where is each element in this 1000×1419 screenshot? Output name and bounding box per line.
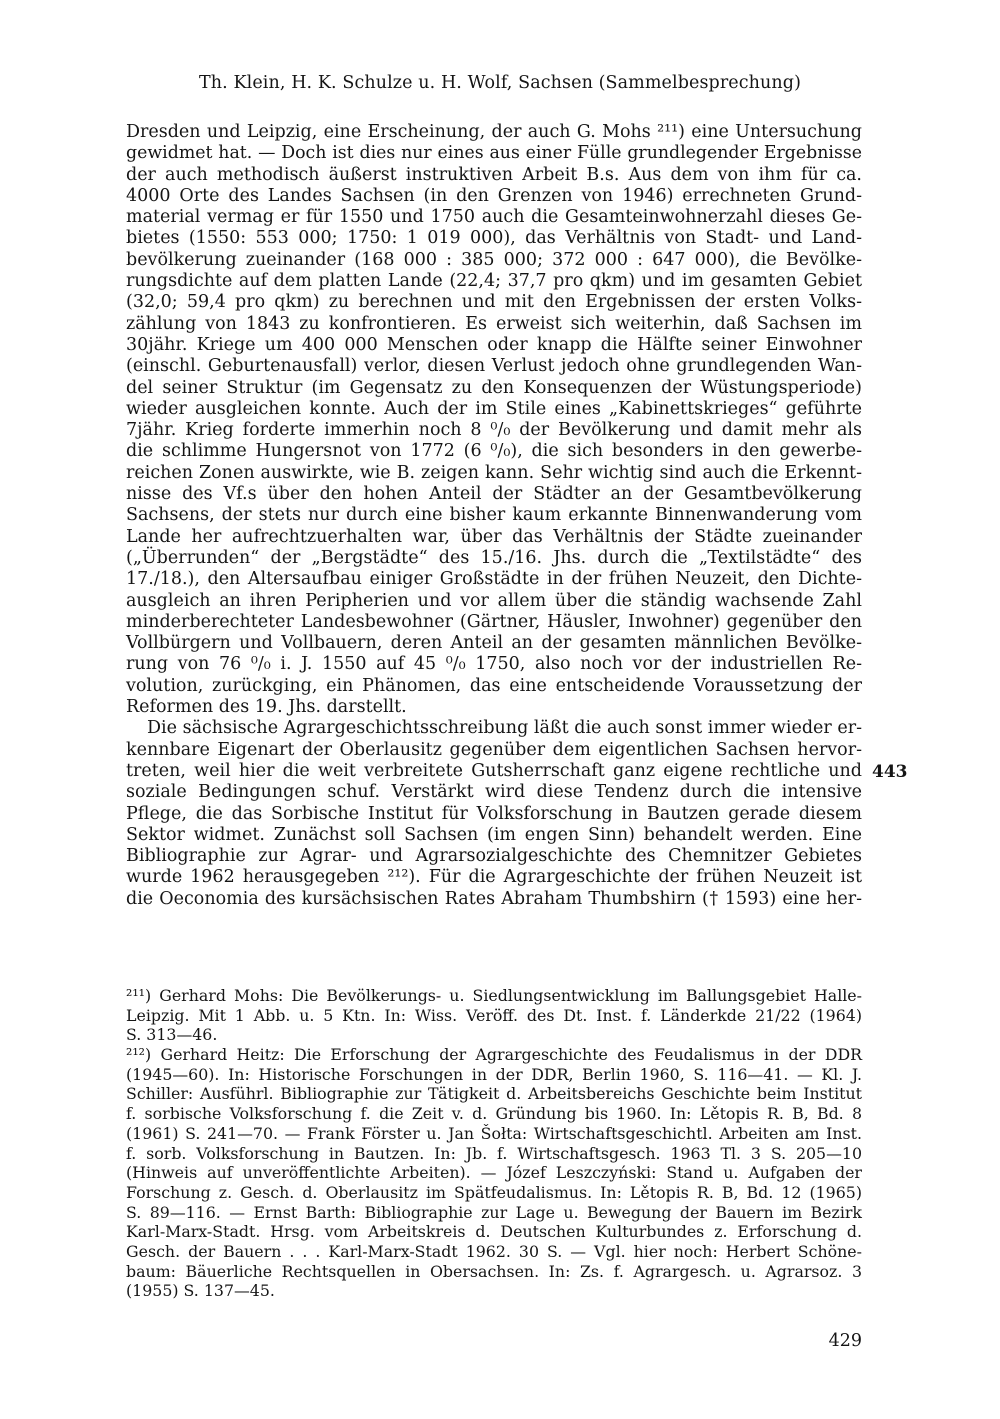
page-number: 429: [828, 1331, 862, 1351]
footnote-line: Karl-Marx-Stadt. Hrsg. vom Arbeitskreis d. Deutschen Kulturbundes z. Erforschung d.: [126, 1222, 862, 1242]
footnote-line: (1955) S. 137—45.: [126, 1281, 275, 1301]
footnotes: [126, 986, 862, 1301]
text-line: Bibliographie zur Agrar- und Agrarsozialgeschichte des Chemnitzer Gebietes: [126, 846, 862, 867]
footnote-line: S. 313—46.: [126, 1025, 218, 1045]
text-line: 17./18.), den Altersaufbau einiger Großstädte in der frühen Neuzeit, den Dichte-: [126, 569, 862, 590]
text-line: 30jähr. Kriege um 400 000 Menschen oder knapp die Hälfte seiner Einwohner: [126, 334, 862, 355]
text-line: kennbare Eigenart der Oberlausitz gegenüber dem eigentlichen Sachsen hervor-: [126, 739, 862, 760]
text-line: rungsdichte auf dem platten Lande (22,4; 37,7 pro qkm) und im gesamten Gebiet: [126, 271, 862, 292]
main-text: [126, 122, 862, 910]
footnote-line: Gesch. der Bauern . . . Karl-Marx-Stadt 1962. 30 S. — Vgl. hier noch: Herbert Schöne-: [126, 1241, 862, 1261]
text-line: nisse des Vf.s über den hohen Anteil der Städter an der Gesamtbevölkerung: [126, 484, 862, 505]
footnote-line: f. sorbische Volksforschung f. die Zeit v. d. Gründung bis 1960. In: Lětopis R. B, Bd. 8: [126, 1104, 862, 1124]
running-head: Th. Klein, H. K. Schulze u. H. Wolf, Sachsen (Sammelbesprechung): [199, 73, 801, 93]
text-line: Sektor widmet. Zunächst soll Sachsen (im engen Sinn) behandelt werden. Eine: [126, 824, 862, 845]
text-line: die schlimme Hungersnot von 1772 (6 ⁰/₀), die sich besonders in den gewerbe-: [126, 441, 862, 462]
text-line: bietes (1550: 553 000; 1750: 1 019 000), das Verhältnis von Stadt- und Land-: [126, 228, 862, 249]
text-line: Vollbürgern und Vollbauern, deren Anteil an der gesamten männlichen Bevölke-: [126, 633, 862, 654]
text-line: soziale Bedingungen schuf. Verstärkt wird diese Tendenz durch die intensive: [126, 782, 862, 803]
text-line: wieder ausgleichen konnte. Auch der im Stile eines „Kabinettskrieges“ geführte: [126, 398, 862, 419]
text-line: Sachsens, der stets nur durch eine bisher kaum erkannte Binnenwanderung vom: [126, 505, 862, 526]
text-line: („Überrunden“ der „Bergstädte“ des 15./16. Jhs. durch die „Textilstädte“ des: [126, 547, 862, 568]
text-line: bevölkerung zueinander (168 000 : 385 000; 372 000 : 647 000), die Bevölke-: [126, 249, 862, 270]
text-line: Lande her aufrechtzuerhalten war, über das Verhältnis der Städte zueinander: [126, 526, 862, 547]
text-line: volution, zurückging, ein Phänomen, das eine entscheidende Voraussetzung der: [126, 675, 862, 696]
text-line: Pflege, die das Sorbische Institut für Volksforschung in Bautzen gerade diesem: [126, 803, 862, 824]
text-line: rung von 76 ⁰/₀ i. J. 1550 auf 45 ⁰/₀ 1750, also noch vor der industriellen Re-: [126, 654, 862, 675]
text-line: del seiner Struktur (im Gegensatz zu den Konsequenzen der Wüstungsperiode): [126, 377, 862, 398]
footnote-line: Schiller: Ausführl. Bibliographie zur Tätigkeit d. Arbeitsbereichs Geschichte beim Institut: [126, 1084, 862, 1104]
footnote-line: ²¹¹) Gerhard Mohs: Die Bevölkerungs- u. Siedlungsentwicklung im Ballungsgebiet Halle-: [126, 986, 862, 1005]
footnote-line: Forschung z. Gesch. d. Oberlausitz im Spätfeudalismus. In: Lětopis R. B, Bd. 12 (1965): [126, 1182, 862, 1202]
text-line: 4000 Orte des Landes Sachsen (in den Grenzen von 1946) errechneten Grund-: [126, 185, 862, 206]
text-line: ausgleich an ihren Peripherien und vor allem über die ständig wachsende Zahl: [126, 590, 862, 611]
text-line: (32,0; 59,4 pro qkm) zu berechnen und mit den Ergebnissen der ersten Volks-: [126, 292, 862, 313]
footnote-line: (Hinweis auf unveröffentlichte Arbeiten). — Józef Leszczyński: Stand u. Aufgaben der: [126, 1163, 862, 1183]
text-line: wurde 1962 herausgegeben ²¹²). Für die Agrargeschichte der frühen Neuzeit ist: [126, 867, 862, 888]
text-line: reichen Zonen auswirkte, wie B. zeigen kann. Sehr wichtig sind auch die Erkennt-: [126, 462, 862, 483]
footnote-line: baum: Bäuerliche Rechtsquellen in Obersachsen. In: Zs. f. Agrargesch. u. Agrarsoz. 3: [126, 1261, 862, 1281]
text-line: Dresden und Leipzig, eine Erscheinung, der auch G. Mohs ²¹¹) eine Untersuchung: [126, 122, 862, 142]
text-line: material vermag er für 1550 und 1750 auch die Gesamteinwohnerzahl dieses Ge-: [126, 207, 862, 228]
marginal-number: 443: [872, 762, 908, 782]
text-line: (einschl. Geburtenausfall) verlor, diesen Verlust jedoch ohne grundlegenden Wan-: [126, 356, 862, 377]
text-line: 7jähr. Krieg forderte immerhin noch 8 ⁰/₀ der Bevölkerung und damit mehr als: [126, 420, 862, 441]
footnote-line: (1961) S. 241—70. — Frank Förster u. Jan Šołta: Wirtschaftsgeschichtl. Arbeiten am Inst.: [126, 1123, 862, 1143]
text-line: minderberechteter Landesbewohner (Gärtner, Häusler, Inwohner) gegenüber den: [126, 611, 862, 632]
text-line: zählung von 1843 zu konfrontieren. Es erweist sich weiterhin, daß Sachsen im: [126, 313, 862, 334]
footnote-line: ²¹²) Gerhard Heitz: Die Erforschung der Agrargeschichte des Feudalismus in der DDR: [126, 1045, 862, 1065]
footnote-line: S. 89—116. — Ernst Barth: Bibliographie zur Lage u. Bewegung der Bauern im Bezirk: [126, 1202, 862, 1222]
footnote-line: Leipzig. Mit 1 Abb. u. 5 Ktn. In: Wiss. Veröff. des Dt. Inst. f. Länderkde 21/22 (1964): [126, 1005, 862, 1025]
text-line: Die sächsische Agrargeschichtsschreibung läßt die auch sonst immer wieder er-: [147, 718, 862, 739]
text-line: treten, weil hier die weit verbreitete Gutsherrschaft ganz eigene rechtliche und: [126, 760, 862, 781]
text-line: die Oeconomia des kursächsischen Rates Abraham Thumbshirn († 1593) eine her-: [126, 888, 862, 909]
text-line: Reformen des 19. Jhs. darstellt.: [126, 697, 407, 718]
footnote-line: f. sorb. Volksforschung in Bautzen. In: Jb. f. Wirtschaftsgesch. 1963 Tl. 3 S. 205—10: [126, 1143, 862, 1163]
text-line: gewidmet hat. — Doch ist dies nur eines aus einer Fülle grundlegender Ergebnisse: [126, 143, 862, 164]
text-line: der auch methodisch äußerst instruktiven Arbeit B.s. Aus dem von ihm für ca.: [126, 164, 862, 185]
footnote-line: (1945—60). In: Historische Forschungen in der DDR, Berlin 1960, S. 116—41. — Kl. J.: [126, 1064, 862, 1084]
